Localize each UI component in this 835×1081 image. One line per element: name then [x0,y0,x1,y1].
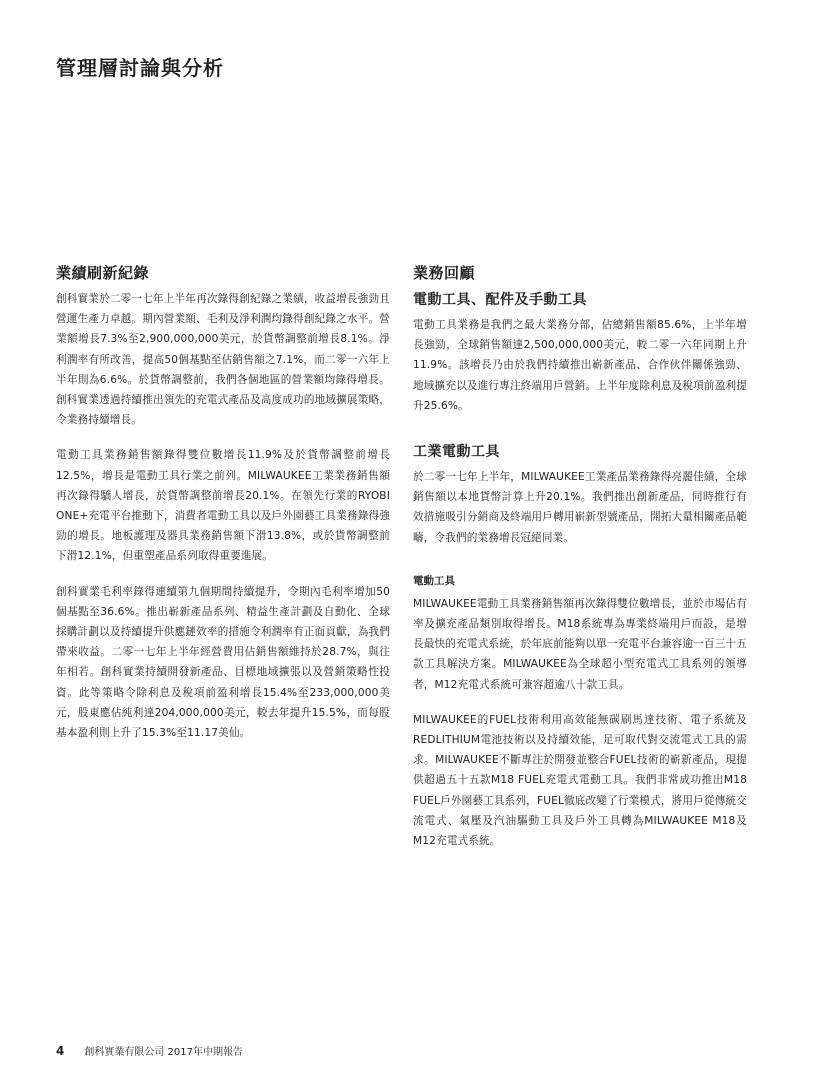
page-title: 管理層討論與分析 [56,56,224,80]
paragraph: 創科實業於二零一七年上半年再次錄得創紀錄之業績，收益增長強勁且營運生產力卓越。期內營業額、毛利及淨利潤均錄得創紀錄之水平。營業額增長7.3%至2,900,000,000美元，於貨幣調整前增長8.1%。淨利潤率有所改善，提高50個基點至佔銷售額之7.1%，而二零一六年上半年則為6.6%。於貨幣調整前，我們各個地區的營業額均錄得增長。創科實業透過持續推出領先的充電式產品及高度成功的地域擴展策略，令業務持續增長。 [56,293,390,427]
paragraph: 電動工具業務銷售額錄得雙位數增長11.9%及於貨幣調整前增長12.5%，增長是電動工具行業之前列。MILWAUKEE工業業務銷售額再次錄得驕人增長，於貨幣調整前增長20.1%。在領先行業的RYOBI ONE+充電平台推動下，消費者電動工具以及戶外園藝工具業務錄得強勁的增長。地板護理及器具業務銷售額下滑13.8%，或於貨幣調整前下滑12.1%，但重塑產品系列取得重要進展。 [56,449,390,563]
subheading-industrial: 工業電動工具 [413,444,500,461]
left-column [56,262,390,758]
paragraph: 於二零一七年上半年，MILWAUKEE工業產品業務錄得亮麗佳績，全球銷售額以本地貨幣計算上升20.1%。我們推出創新產品，同時推行有效措施吸引分銷商及終端用戶轉用嶄新型號產品，開拓大量相關產品範疇，令我們的業務增長冠絕同業。 [413,471,747,544]
section-heading-business-review: 業務回顧 [413,264,476,282]
section-heading-record-results: 業績刷新紀錄 [56,264,150,282]
paragraph: 電動工具業務是我們之最大業務分部，佔總銷售額85.6%，上半年增長強勁，全球銷售額達2,500,000,000美元，較二零一六年同期上升11.9%。該增長乃由於我們持續推出嶄新產品、合作伙伴關係強勁、地域擴充以及進行專注終端用戶營銷。上半年度除利息及稅項前盈利提升25.6%。 [413,319,747,412]
paragraph: 創科實業毛利率錄得連續第九個期間持續提升，令期內毛利率增加50個基點至36.6%。推出嶄新產品系列、精益生產計劃及自動化、全球採購計劃以及持續提升供應鏈效率的措施令利潤率有正面貢獻，為我們帶來收益。二零一七年上半年經營費用佔銷售額維持於28.7%，與往年相若。創科實業持續開發新產品、目標地域擴張以及營銷策略性投資。此等策略令除利息及稅項前盈利增長15.4%至233,000,000美元，股東應佔純利達204,000,000美元，較去年提升15.5%，而每股基本盈利則上升了15.3%至11.17美仙。 [56,585,390,740]
paragraph: MILWAUKEE電動工具業務銷售額再次錄得雙位數增長，並於市場佔有率及擴充產品類別取得增長。M18系統專為專業終端用戶而設，是增長最快的充電式系統，於年底前能夠以單一充電平台兼容逾一百三十五款工具解決方案。MILWAUKEE為全球超小型充電式工具系列的領導者，M12充電式系統可兼容超逾八十款工具。 [413,597,747,691]
page-number: 4 [56,1044,65,1058]
page-footer [56,1043,243,1058]
footer-text: 創科實業有限公司 2017年中期報告 [84,1047,243,1058]
right-column [413,262,747,866]
paragraph: MILWAUKEE的FUEL技術利用高效能無碳刷馬達技術、電子系統及REDLITHIUM電池技術以及持續效能，足可取代對交流電式工具的需求。MILWAUKEE不斷專注於開發並整合FUEL技術的嶄新產品，現提供超過五十五款M18 FUEL充電式電動工具。我們非常成功推出M18 FUEL戶外園藝工具系列，FUEL徹底改變了行業模式，將用戶從傳統交流電式、氣壓及汽油驅動工具及戶外工具轉為MILWAUKEE M18及M12充電式系統。 [413,713,747,848]
minor-heading-electric-tools: 電動工具 [413,574,455,587]
subheading-power-tools: 電動工具、配件及手動工具 [413,292,587,308]
